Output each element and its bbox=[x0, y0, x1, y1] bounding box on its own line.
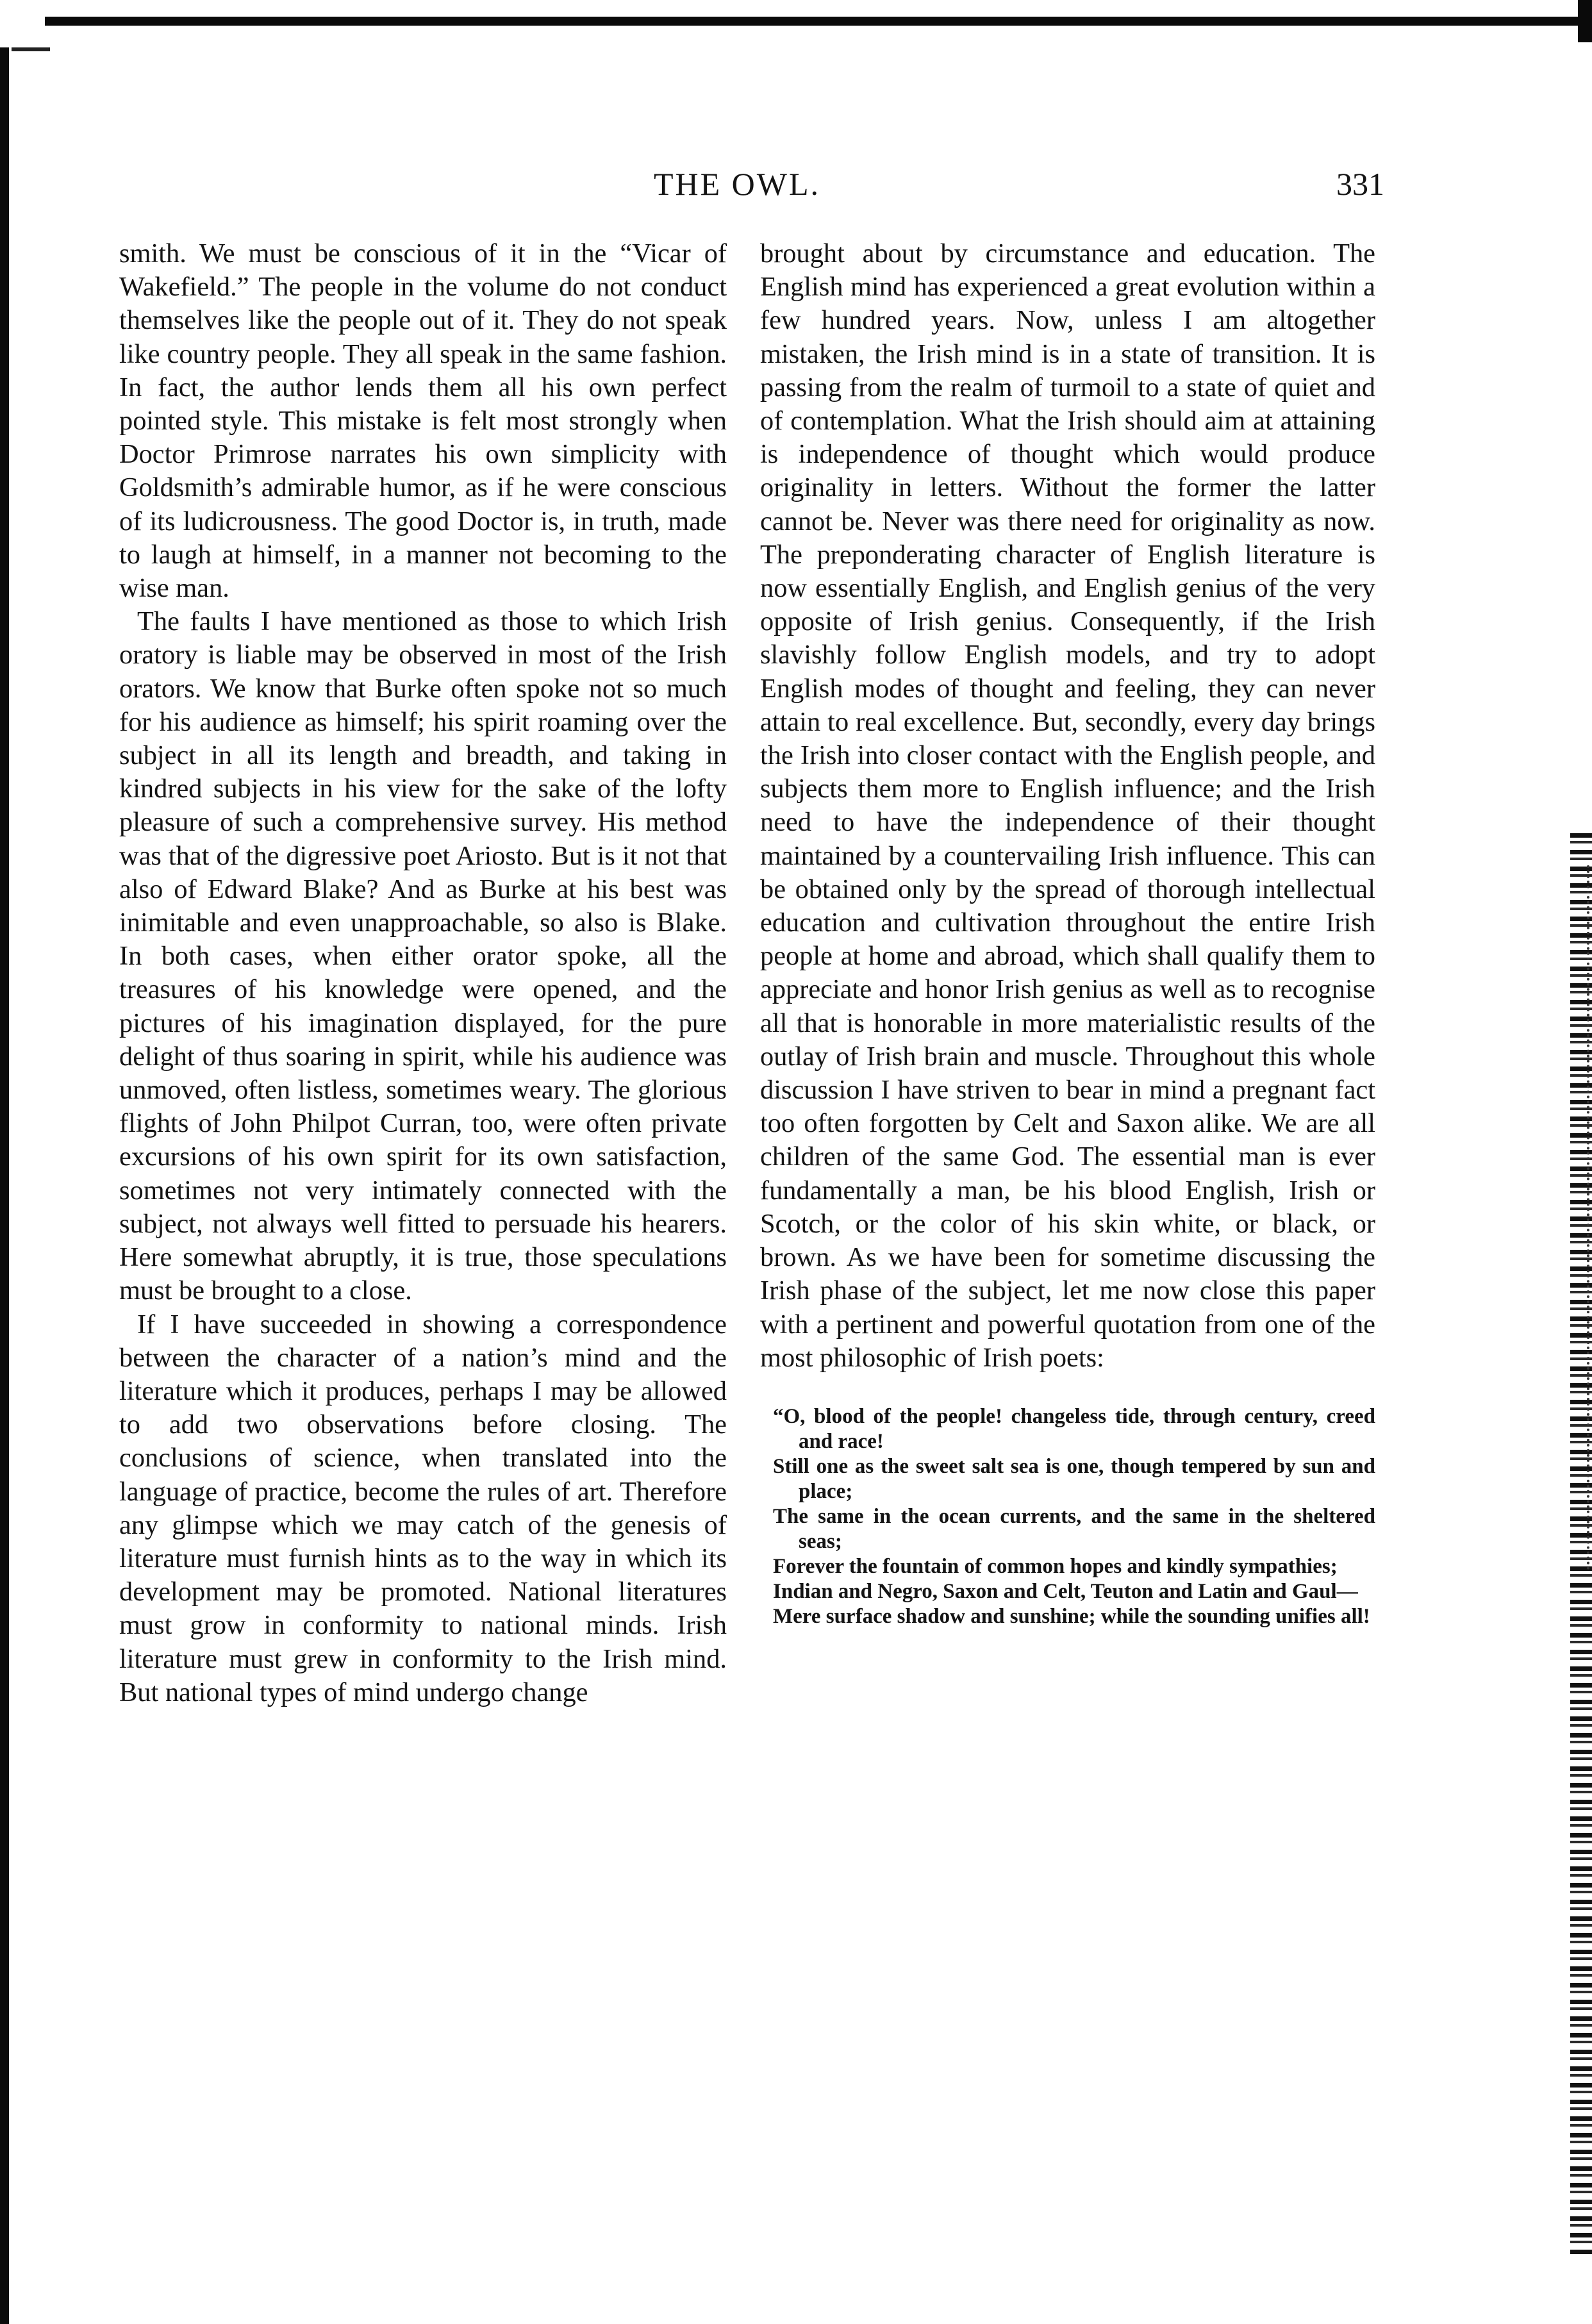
right-edge-speckles bbox=[1583, 865, 1589, 1570]
poem-line: The same in the ocean currents, and the same in the sheltered seas; bbox=[773, 1504, 1375, 1553]
poem-line: Forever the fountain of common hopes and kindly sympathies; bbox=[773, 1554, 1338, 1578]
top-border-rule bbox=[45, 0, 1592, 42]
page-header bbox=[0, 165, 1592, 217]
poem-line: Indian and Negro, Saxon and Celt, Teuton and Latin and Gaul— bbox=[773, 1579, 1358, 1603]
paragraph-national-literature: If I have succeeded in showing a correspondence between the character of a nation’s mind and the literature which it produces, perhaps I may be allowed to add two observations before closing. The conclusions of science, when translated into the language of practice, become the rules of art. Therefore any glimpse which we may catch of the genesis of literature must furnish hints as to the way in which its development may be promoted. National literatures must grow in conformity to national minds. Irish literature must grew in conformity to the Irish mind. But national types of mind undergo change bbox=[119, 1309, 727, 1707]
paragraph-irish-mind: brought about by circumstance and education. The English mind has experienced a great evolution within a few hundred years. Now, unless I am altogether mistaken, the Irish mind is in a state of transition. It is passing from the realm of turmoil to a state of quiet and of contemplation. What the Irish should aim at attaining is independence of thought which would produce originality in letters. Without the former the latter cannot be. Never was there need for originality as now. The preponderating character of English literature is now essentially English, and English genius of the very opposite of Irish genius. Consequently, if the Irish slavishly follow English models, and try to adopt English modes of thought and feeling, they can never attain to real excellence. But, secondly, every day brings the Irish into closer contact with the English people, and subjects them more to English influence; and the Irish need to have the independence of their thought maintained by a countervailing Irish influence. This can be obtained only by the spread of thorough intellectual education and cultivation throughout the entire Irish people at home and abroad, which shall qualify them to appreciate and honor Irish genius as well as to recognise all that is honorable in more materialistic results of the outlay of Irish brain and muscle. Throughout this whole discussion I have striven to bear in mind a pregnant fact too often forgotten by Celt and Saxon alike. We are all children of the same God. The essential man is ever fundamentally a man, be his blood English, Irish or Scotch, or the color of his skin white, or black, or brown. As we have been for sometime discussing the Irish phase of the subject, let me now close this paper with a pertinent and powerful quotation from one of the most philosophic of Irish poets: bbox=[760, 238, 1375, 1373]
left-binding-edge bbox=[0, 47, 14, 2324]
page-number: 331 bbox=[1336, 166, 1384, 202]
poem-line: Still one as the sweet salt sea is one, though tempered by sun and place; bbox=[773, 1454, 1375, 1503]
paragraph-irish-orators: The faults I have mentioned as those to which Irish oratory is liable may be observed in most of the Irish orators. We know that Burke often spoke not so much for his audience as himself; his spirit roaming over the subject in all its length and breadth, and taking in kindred subjects in his view for the sake of the lofty pleasure of such a comprehensive survey. His method was that of the digressive poet Ariosto. But is it not that also of Edward Blake? And as Burke at his best was inimitable and even unapproachable, so also is Blake. In both cases, when either orator spoke, all the treasures of his knowledge were opened, and the pictures of his imagination displayed, for the pure delight of thus soaring in spirit, while his audience was unmoved, often listless, sometimes weary. The glorious flights of John Philpot Curran, too, were often private excursions of his own spirit for its own satisfaction, sometimes not very intimately connected with the subject, not always well fitted to persuade his hearers. Here somewhat abruptly, it is true, those speculations must be brought to a close. bbox=[119, 606, 727, 1306]
right-column bbox=[760, 237, 1375, 1629]
poem-line: Mere surface shadow and sunshine; while the sounding unifies all! bbox=[773, 1604, 1370, 1628]
running-head: THE OWL. bbox=[653, 166, 821, 202]
poem-quotation bbox=[773, 1404, 1375, 1629]
left-column bbox=[119, 237, 727, 1709]
paragraph-goldsmith: smith. We must be conscious of it in the “Vicar of Wakefield.” The people in the volume do not conduct themselves like the people out of it. They do not speak like country people. They all speak in the same fashion. In fact, the author lends them all his own perfect pointed style. This mistake is felt most strongly when Doctor Primrose narrates his own simplicity with Goldsmith’s admirable humor, as if he were conscious of its ludicrousness. The good Doctor is, in truth, made to laugh at himself, in a manner not becoming to the wise man. bbox=[119, 238, 727, 604]
poem-line: “O, blood of the people! changeless tide, through century, creed and race! bbox=[773, 1404, 1375, 1453]
